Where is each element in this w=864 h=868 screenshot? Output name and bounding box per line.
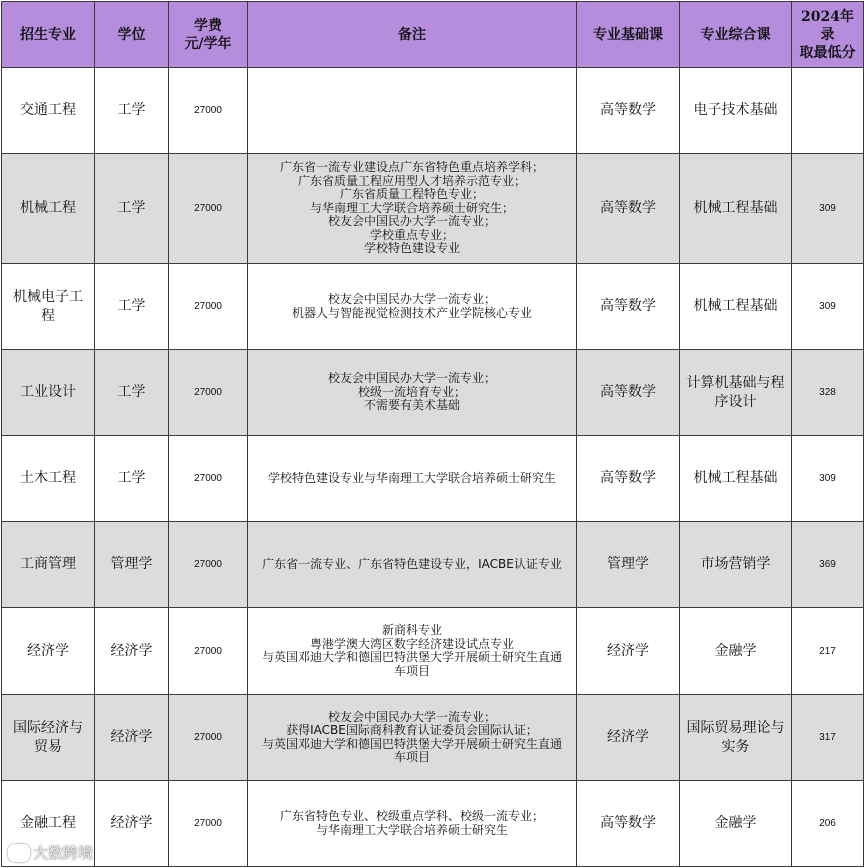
cell-fee: 27000 xyxy=(169,522,248,608)
cell-min-score xyxy=(792,68,864,154)
cell-min-score: 328 xyxy=(792,350,864,436)
cell-comprehensive-course xyxy=(680,68,792,154)
admissions-table xyxy=(1,1,864,867)
cell-basic-course: 高等数学 xyxy=(577,264,680,350)
text-line: 学校特色建设专业与华南理工大学联合培养硕士研究生 xyxy=(267,470,556,485)
cell-notes xyxy=(248,154,577,264)
text-line: 取最低分 xyxy=(799,44,856,61)
text-line: 校友会中国民办大学一流专业； xyxy=(327,709,496,724)
cell-min-score: 369 xyxy=(792,522,864,608)
cell-major xyxy=(2,154,95,264)
cell-notes xyxy=(248,781,577,867)
cell-fee: 27000 xyxy=(169,68,248,154)
cell-comprehensive-course xyxy=(680,350,792,436)
text-line: 与英国邓迪大学和德国巴特洪堡大学开展硕士研究生直通 xyxy=(261,650,562,664)
cell-basic-course: 管理学 xyxy=(577,522,680,608)
cell-min-score: 309 xyxy=(792,436,864,522)
cell-major xyxy=(2,608,95,695)
watermark xyxy=(8,842,93,863)
cell-notes xyxy=(248,695,577,781)
text-line: 专业基础课 xyxy=(593,26,663,43)
text-line: 机械电子工 xyxy=(13,288,83,305)
cell-basic-course: 高等数学 xyxy=(577,154,680,264)
cell-comprehensive-course xyxy=(680,608,792,695)
text-line: 市场营销学 xyxy=(700,556,771,572)
cell-fee: 27000 xyxy=(169,350,248,436)
cell-degree: 工学 xyxy=(95,436,169,522)
text-line: 学费 xyxy=(194,17,222,34)
table-row xyxy=(2,522,864,608)
cell-notes xyxy=(248,68,577,154)
text-line: 机械工程基础 xyxy=(693,470,778,486)
text-line: 招生专业 xyxy=(20,26,76,43)
header-min-score xyxy=(792,2,864,68)
text-line: 校友会中国民办大学一流专业； xyxy=(327,292,496,306)
text-line: 车项目 xyxy=(393,663,430,678)
header-major xyxy=(2,2,95,68)
cell-notes xyxy=(248,522,577,608)
cell-min-score: 217 xyxy=(792,608,864,695)
text-line: 国际贸易理论与 xyxy=(686,719,785,736)
text-line: 程 xyxy=(41,307,55,324)
header-comprehensive-course xyxy=(680,2,792,68)
text-line: 与华南理工大学联合培养硕士研究生 xyxy=(315,822,508,837)
header-degree xyxy=(95,2,169,68)
cell-degree: 工学 xyxy=(95,264,169,350)
cell-comprehensive-course xyxy=(680,264,792,350)
cell-basic-course: 高等数学 xyxy=(577,781,680,867)
cell-degree: 经济学 xyxy=(95,781,169,867)
header-fee xyxy=(169,2,248,68)
cell-min-score: 206 xyxy=(792,781,864,867)
cell-major xyxy=(2,264,95,350)
cell-major xyxy=(2,350,95,436)
cell-fee: 27000 xyxy=(169,436,248,522)
cell-degree: 工学 xyxy=(95,68,169,154)
cell-fee: 27000 xyxy=(169,781,248,867)
cell-major xyxy=(2,522,95,608)
text-line: 学校重点专业； xyxy=(369,227,454,242)
table-body xyxy=(2,68,864,867)
cell-fee: 27000 xyxy=(169,608,248,695)
cell-basic-course: 高等数学 xyxy=(577,68,680,154)
text-line: 新商科专业 xyxy=(381,623,442,637)
text-line: 校友会中国民办大学一流专业； xyxy=(327,371,496,386)
cell-degree: 工学 xyxy=(95,154,169,264)
cell-major xyxy=(2,68,95,154)
text-line: 交通工程 xyxy=(20,102,76,118)
cell-min-score: 309 xyxy=(792,264,864,350)
cell-basic-course: 高等数学 xyxy=(577,436,680,522)
text-line: 校级一流培育专业； xyxy=(357,384,466,399)
text-line: 2024年录 xyxy=(801,8,854,43)
text-line: 土木工程 xyxy=(20,470,76,486)
text-line: 车项目 xyxy=(393,750,430,764)
cell-basic-course: 高等数学 xyxy=(577,350,680,436)
cell-comprehensive-course xyxy=(680,436,792,522)
text-line: 机械工程基础 xyxy=(693,200,778,216)
watermark-text: 大数跨境 xyxy=(33,844,94,862)
text-line: 校友会中国民办大学一流专业； xyxy=(327,214,496,229)
table-row xyxy=(2,264,864,350)
table-header-row xyxy=(2,2,864,68)
cell-basic-course: 经济学 xyxy=(577,608,680,695)
text-line: 机械工程 xyxy=(20,200,76,216)
text-line: 与英国邓迪大学和德国巴特洪堡大学开展硕士研究生直通 xyxy=(261,736,562,751)
cell-degree: 经济学 xyxy=(95,695,169,781)
cell-fee: 27000 xyxy=(169,264,248,350)
text-line: 广东省质量工程应用型人才培养示范专业； xyxy=(297,173,526,188)
cell-comprehensive-course xyxy=(680,154,792,264)
text-line: 工商管理 xyxy=(20,556,76,572)
table-row xyxy=(2,154,864,264)
cell-degree: 管理学 xyxy=(95,522,169,608)
cell-basic-course: 经济学 xyxy=(577,695,680,781)
cell-comprehensive-course xyxy=(680,695,792,781)
text-line: 经济学 xyxy=(27,642,69,659)
text-line: 广东省一流专业、广东省特色建设专业，IACBE认证专业 xyxy=(262,556,562,571)
cell-notes xyxy=(248,436,577,522)
table-row xyxy=(2,350,864,436)
table-row xyxy=(2,695,864,781)
text-line: 获得IACBE国际商科教育认证委员会国际认证； xyxy=(286,723,538,737)
header-basic-course xyxy=(577,2,680,68)
text-line: 元/学年 xyxy=(184,35,232,52)
text-line: 国际经济与 xyxy=(13,719,83,736)
cell-notes xyxy=(248,264,577,350)
cell-min-score: 317 xyxy=(792,695,864,781)
cell-notes xyxy=(248,350,577,436)
text-line: 金融学 xyxy=(714,642,757,659)
text-line: 广东省一流专业建设点广东省特色重点培养学科； xyxy=(279,160,544,175)
text-line: 专业综合课 xyxy=(700,26,771,43)
cell-notes xyxy=(248,608,577,695)
table-row xyxy=(2,608,864,695)
text-line: 机器人与智能视觉检测技术产业学院核心专业 xyxy=(291,305,532,320)
text-line: 计算机基础与程 xyxy=(686,374,785,391)
table-row xyxy=(2,68,864,154)
table-row xyxy=(2,781,864,867)
header-notes xyxy=(248,2,577,68)
text-line: 序设计 xyxy=(714,393,757,410)
text-line: 学校特色建设专业 xyxy=(363,241,460,256)
text-line: 备注 xyxy=(398,26,426,43)
text-line: 不需要有美术基础 xyxy=(363,398,460,413)
text-line: 金融学 xyxy=(714,815,757,831)
cell-major xyxy=(2,436,95,522)
cell-major xyxy=(2,695,95,781)
cell-comprehensive-course xyxy=(680,781,792,867)
cell-degree: 经济学 xyxy=(95,608,169,695)
text-line: 机械工程基础 xyxy=(693,298,778,314)
cell-min-score: 309 xyxy=(792,154,864,264)
text-line: 实务 xyxy=(721,738,750,755)
cell-fee: 27000 xyxy=(169,154,248,264)
cell-degree: 工学 xyxy=(95,350,169,436)
table-row xyxy=(2,436,864,522)
text-line: 广东省质量工程特色专业； xyxy=(339,187,484,202)
text-line: 粤港学澳大湾区数字经济建设试点专业 xyxy=(309,636,514,651)
text-line: 与华南理工大学联合培养硕士研究生； xyxy=(309,200,514,215)
text-line: 学位 xyxy=(117,26,146,43)
cell-comprehensive-course xyxy=(680,522,792,608)
cell-fee: 27000 xyxy=(169,695,248,781)
brand-logo-icon xyxy=(8,844,30,862)
text-line: 广东省特色专业、校级重点学科、校级一流专业； xyxy=(279,809,544,823)
text-line: 电子技术基础 xyxy=(693,102,778,118)
text-line: 贸易 xyxy=(34,738,62,755)
text-line: 工业设计 xyxy=(20,384,76,400)
text-line: 金融工程 xyxy=(20,815,76,831)
